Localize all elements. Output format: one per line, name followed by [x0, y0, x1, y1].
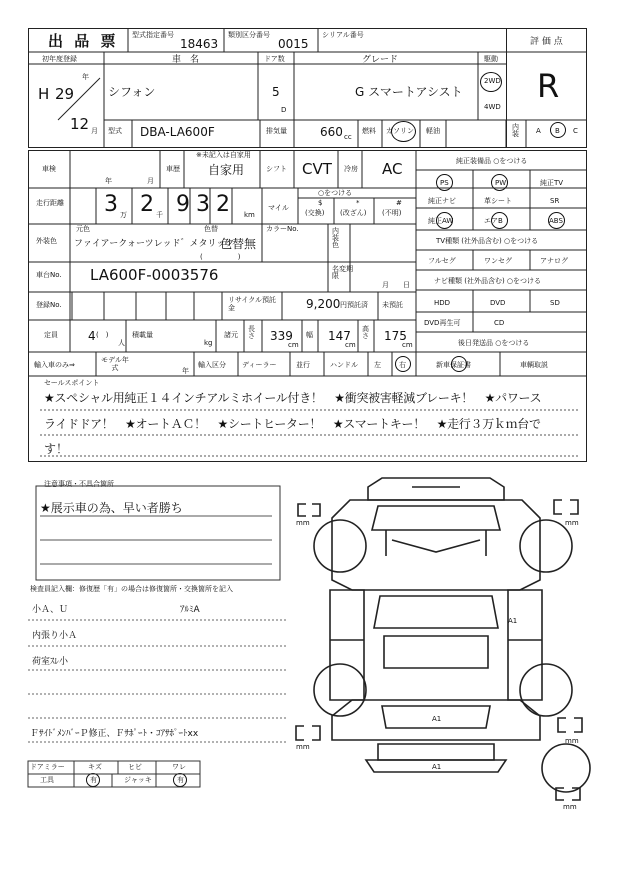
opt-navi: 純正ナビ: [428, 197, 456, 205]
length-label: 長さ: [248, 325, 255, 340]
orig-color-value: ファイアークォーツレッド゛メタリック: [74, 239, 235, 249]
mm-label-rr: mm: [565, 737, 579, 745]
nc-day: 日: [403, 281, 410, 289]
recycle-unpaid: 未預託: [382, 301, 403, 309]
month: 12: [70, 115, 90, 133]
model-value: DBA-LA600F: [140, 125, 215, 139]
a1-label-rear-1: A1: [432, 715, 442, 723]
doors-suffix: D: [281, 106, 287, 114]
chassis-value: LA600F-0003576: [90, 266, 219, 284]
history-value: 自家用: [208, 163, 245, 177]
history-note: ※未記入は自家用: [196, 151, 251, 159]
era: H: [38, 85, 50, 103]
width-label: 幅: [306, 331, 313, 339]
a1-label-side: A1: [508, 617, 518, 625]
score-label: 評 価 点: [530, 37, 563, 47]
interior-a: A: [536, 127, 541, 135]
interior-label: 内装: [512, 123, 519, 138]
height-value: 175: [384, 329, 407, 343]
length-cm: cm: [288, 341, 299, 349]
navi-sd: SD: [550, 299, 560, 307]
a1-label-rear-2: A1: [432, 763, 442, 771]
opt-tv: 純正TV: [540, 179, 564, 187]
navi-type-label: ナビ種類 (社外品含む) ○をつける: [434, 277, 542, 285]
mm-label-rl: mm: [296, 743, 310, 751]
options-label: 純正装備品 ○をつける: [456, 157, 528, 165]
grade-label: グレード: [362, 55, 399, 65]
recycle-label: リサイクル預託金: [228, 296, 277, 313]
shift-label: シフト: [266, 165, 287, 173]
tv-one: ワンセグ: [484, 257, 512, 265]
cooler-label: 冷房: [344, 165, 358, 173]
length-value: 339: [270, 329, 293, 343]
width-value: 147: [328, 329, 351, 343]
name-value: シフォン: [108, 85, 156, 99]
tv-analog: アナログ: [540, 257, 568, 265]
legend-scratch: キズ: [88, 763, 102, 771]
post-label: 後日発送品 ○をつける: [458, 339, 530, 347]
nc-month: 月: [382, 281, 389, 289]
width-cm: cm: [345, 341, 356, 349]
legend-break: ワレ: [172, 763, 186, 771]
import-label: 輸入車のみ⇒: [34, 361, 75, 369]
category-label: 類別区分番号: [228, 31, 270, 39]
inspector-line-1b: ｱﾙﾐA: [180, 605, 200, 615]
navi-hdd: HDD: [434, 299, 451, 307]
drive-label: 駆動: [484, 55, 498, 63]
history-label: 車歴: [166, 165, 180, 173]
mileage-label: 走行距離: [36, 199, 64, 207]
legend-crack: ヒビ: [128, 763, 142, 771]
mm-label-fr: mm: [565, 519, 579, 527]
opt-abs: ABS: [549, 217, 563, 225]
displacement-label: 排気量: [266, 127, 287, 135]
post-manual: 車輌取説: [520, 361, 548, 369]
type-cert-label: 型式指定番号: [132, 31, 174, 39]
doors-label: ドア数: [264, 55, 285, 63]
interior-color-label: 内装色: [332, 227, 339, 249]
handle-right: 右: [399, 361, 406, 369]
interior-b: B: [555, 127, 560, 135]
navi-dvdplay: DVD再生可: [424, 319, 461, 327]
fuel-alt: 軽油: [426, 127, 440, 135]
model-label: 型式: [108, 127, 122, 135]
height-cm: cm: [402, 341, 413, 349]
year: 29: [55, 85, 75, 103]
type-cert-value: 18463: [180, 37, 219, 51]
opt-sr: SR: [550, 197, 560, 205]
recycle-value: 9,200: [306, 297, 341, 311]
mileage-digit-3: 9: [176, 192, 190, 217]
exchange-symbol: $: [318, 199, 323, 207]
name-change-label: 名変期限: [332, 265, 353, 280]
doors-value: 5: [272, 85, 280, 99]
inspector-line-1: 小Ａ、Ｕ: [32, 605, 69, 615]
orig-color-label: 元色: [76, 225, 90, 233]
drive-2wd: 2WD: [484, 77, 501, 85]
capacity-label: 定員: [44, 331, 58, 339]
inspector-line-4: ＦｻｲﾄﾞﾒﾝﾊﾞｰＰ修正、Ｆｻﾎﾟｰﾄ・ｺｱｻﾎﾟｰﾄxx: [30, 729, 199, 739]
reg-label: 登録No.: [36, 301, 62, 309]
cooler-value: AC: [382, 160, 403, 178]
form-title: 出 品 票: [48, 32, 119, 50]
opt-leather: 革シート: [484, 197, 512, 205]
exchange-label: (交換): [305, 209, 325, 217]
inspector-line-3: 荷室ｽﾚ小: [32, 657, 69, 667]
category-value: 0015: [278, 37, 309, 51]
legend-door-mirror: ドアミラー: [30, 763, 65, 771]
recycle-status: 円預託済: [340, 301, 368, 309]
capacity-unit: 人: [118, 339, 125, 347]
unit-man: 万: [120, 211, 127, 219]
legend-tools: 工具: [40, 776, 54, 784]
height-label: 高さ: [362, 325, 369, 340]
interior-c: C: [573, 127, 578, 135]
post-warranty: 新車保証書: [436, 361, 471, 369]
handle-label: ハンドル: [330, 361, 358, 369]
color-paren: ( ): [200, 253, 241, 261]
shift-value: CVT: [302, 160, 332, 178]
grade-value: G スマートアシスト: [355, 85, 463, 99]
tv-full: フルセグ: [428, 257, 456, 265]
mileage-digit-4: 3: [196, 192, 210, 217]
mm-label-fl: mm: [296, 519, 310, 527]
drive-4wd: 4WD: [484, 103, 501, 111]
handle-left: 左: [374, 361, 381, 369]
legend-tools-mark: 有: [90, 776, 97, 784]
opt-ab: エアB: [484, 217, 503, 225]
caution-label: 注意事項・不具合箇所: [44, 480, 114, 488]
legend-jack-mark: 有: [177, 776, 184, 784]
unit-sen: 千: [156, 211, 163, 219]
opt-aw: 純正AW: [428, 217, 454, 225]
displacement-unit: cc: [344, 133, 352, 141]
capacity-paren: ( ): [96, 331, 109, 339]
color-change-label: 色替: [204, 225, 218, 233]
first-reg-label: 初年度登録: [42, 55, 77, 63]
dealer-label: ディーラー: [242, 361, 277, 369]
modified-label: (改ざん): [340, 209, 367, 217]
navi-cd: CD: [494, 319, 505, 327]
unknown-label: (不明): [382, 209, 402, 217]
navi-dvd: DVD: [490, 299, 506, 307]
sales-line-2: ライドドア！ ★オートＡＣ！ ★シートヒーター！ ★スマートキー！ ★走行３万ｋｍ台で: [44, 417, 541, 431]
sales-line-3: す！: [44, 442, 69, 456]
load-label: 積載量: [132, 331, 153, 339]
dims-label: 諸元: [224, 331, 238, 339]
insp-year: 年: [105, 177, 112, 185]
mileage-digit-1: 3: [104, 192, 118, 217]
circle-note: ○をつける: [318, 189, 353, 197]
mileage-digit-2: 2: [140, 192, 154, 217]
sales-line-1: ★スペシャル用純正１４インチアルミホイール付き！ ★衝突被害軽減ブレーキ！ ★パワース: [44, 391, 542, 405]
load-unit: kg: [204, 339, 213, 347]
color-change-value: 色替無: [220, 237, 257, 251]
parallel-label: 並行: [296, 361, 310, 369]
score-value: R: [537, 67, 560, 105]
serial-label: シリアル番号: [322, 31, 364, 39]
insp-month: 月: [147, 177, 154, 185]
name-label: 車 名: [172, 55, 200, 65]
sales-label: セールスポイント: [44, 379, 100, 387]
exterior-color-label: 外装色: [36, 237, 57, 245]
fuel-label: 燃料: [362, 127, 376, 135]
fuel-value: ガソリン: [386, 127, 414, 135]
unknown-symbol: #: [396, 199, 402, 207]
model-year-label: モデル年式: [101, 356, 129, 373]
inspector-label: 検査員記入欄：修復歴「有」の場合は修復箇所・交換箇所を記入: [30, 585, 233, 593]
mileage-digit-5: 2: [216, 192, 230, 217]
tv-type-label: TV種類 (社外品含む) ○をつける: [436, 237, 539, 245]
inspection-label: 車検: [42, 165, 56, 173]
import-type-label: 輸入区分: [198, 361, 226, 369]
opt-pw: PW: [495, 179, 507, 187]
year-unit: 年: [82, 73, 89, 81]
model-year-unit: 年: [182, 367, 189, 375]
mm-label-spare: mm: [563, 803, 577, 811]
caution-line-1: ★展示車の為、早い者勝ち: [40, 501, 183, 515]
capacity-value: 4: [88, 329, 96, 343]
unit-km: km: [244, 211, 255, 219]
opt-ps: PS: [440, 179, 449, 187]
inspector-line-2: 内張り小Ａ: [32, 631, 78, 641]
displacement-value: 660: [320, 125, 343, 139]
modified-symbol: *: [356, 199, 360, 207]
colorno-label: カラーNo.: [266, 225, 299, 233]
mile-label: マイル: [268, 204, 289, 212]
chassis-label: 車台No.: [36, 271, 62, 279]
legend-jack: ジャッキ: [124, 776, 152, 784]
month-unit: 月: [91, 127, 98, 135]
